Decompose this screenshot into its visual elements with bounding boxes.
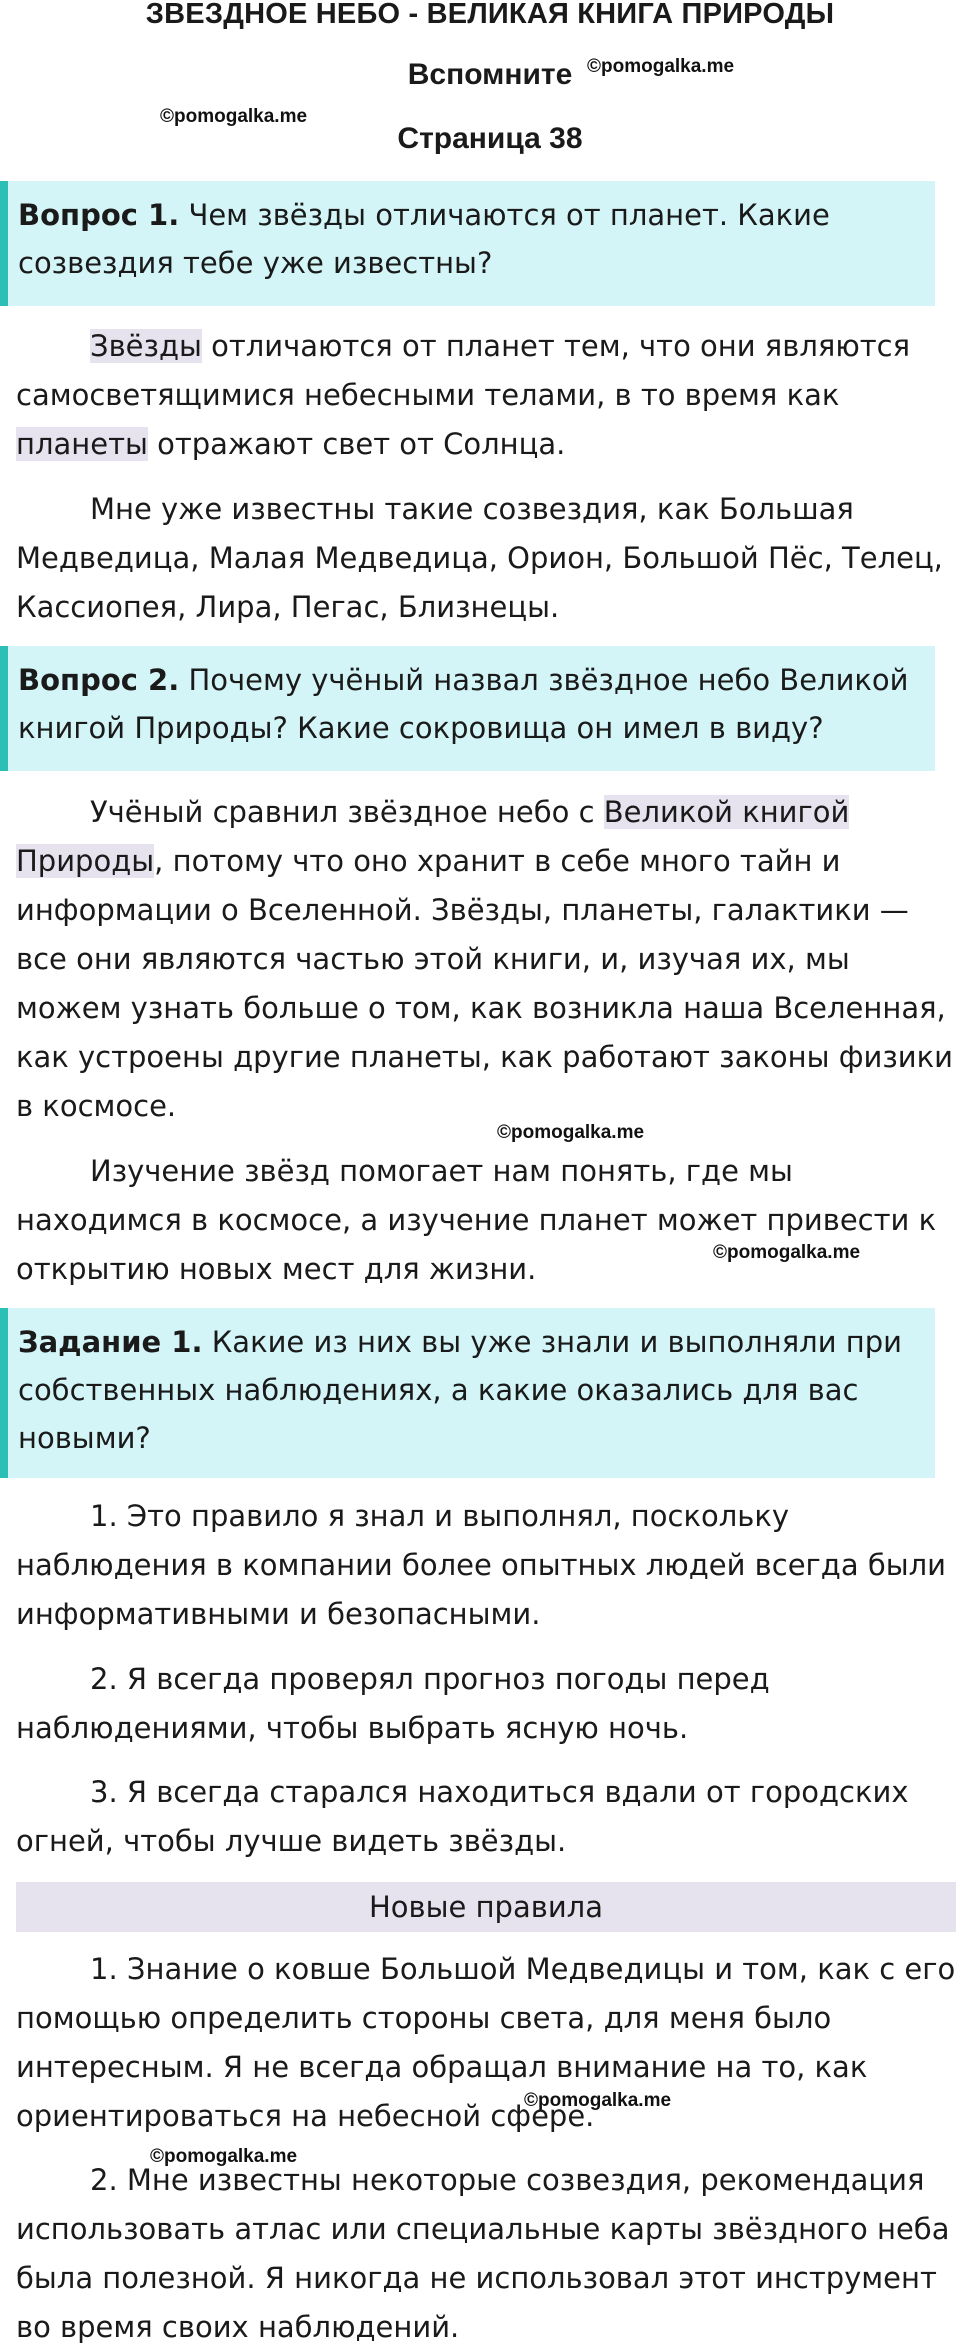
highlighted-term: Звёзды (90, 329, 202, 363)
task-label: Задание 1. (18, 1325, 203, 1359)
rule-paragraph: 1. Знание о ковше Большой Медведицы и том, как с его помощью определить стороны света, для меня было интересным. Я не всегда обращал внимание на то, как ориентироваться на небесной сфере. (16, 1952, 956, 2133)
section-subtitle: Вспомните (407, 58, 573, 91)
question-1 (0, 181, 935, 306)
answer-paragraph: Учёный сравнил звёздное небо с Великой книгой Природы, потому что оно хранит в себе много тайн и информации о Вселенной. Звёзды, планеты, галактики — все они являются частью этой книги, и, изучая их, мы можем узнать больше о том, как возникла наша Вселенная, как устроены другие планеты, как работают законы физики в космосе. (16, 795, 953, 1123)
page-number: Страница 38 (397, 122, 583, 155)
question-label: Вопрос 2. (18, 663, 180, 697)
task-1 (0, 1308, 935, 1478)
answer-paragraph: Мне уже известны такие созвездия, как Большая Медведица, Малая Медведица, Орион, Большой Пёс, Телец, Кассиопея, Лира, Пегас, Близнецы. (16, 492, 943, 624)
answer-paragraph: 1. Это правило я знал и выполнял, поскольку наблюдения в компании более опытных людей всегда были информативными и безопасными. (16, 1499, 946, 1631)
watermark: ©pomogalka.me (713, 1242, 861, 1263)
question-text: Чем звёзды отличаются от планет. Какие созвездия тебе уже известны? (18, 198, 830, 280)
answer-paragraph: 2. Я всегда проверял прогноз погоды перед наблюдениями, чтобы выбрать ясную ночь. (16, 1662, 770, 1745)
page-title: ЗВЕЗДНОЕ НЕБО - ВЕЛИКАЯ КНИГА ПРИРОДЫ (145, 0, 835, 30)
answer-paragraph: 3. Я всегда старался находиться вдали от городских огней, чтобы лучше видеть звёзды. (16, 1775, 909, 1858)
highlighted-term: Великой книгой Природы (16, 795, 850, 878)
watermark: ©pomogalka.me (160, 106, 308, 127)
answer-paragraph: Изучение звёзд помогает нам понять, где мы находимся в космосе, а изучение планет может привести к открытию новых мест для жизни. (16, 1154, 937, 1286)
question-label: Вопрос 1. (18, 198, 180, 232)
question-text: Почему учёный назвал звёздное небо Великой книгой Природы? Какие сокровища он имел в виду? (18, 663, 909, 745)
task-text: Какие из них вы уже знали и выполняли при собственных наблюдениях, а какие оказались для вас новыми? (18, 1325, 902, 1455)
rule-paragraph: 2. Мне известны некоторые созвездия, рекомендация использовать атлас или специальные карты звёздного неба была полезной. Я никогда не использовал этот инструмент во время своих наблюдений. (16, 2163, 950, 2344)
answer-paragraph: Звёзды отличаются от планет тем, что они являются самосветящимися небесными телами, в то время как планеты отражают свет от Солнца. (16, 329, 911, 461)
watermark: ©pomogalka.me (524, 2090, 672, 2111)
highlighted-term: планеты (16, 427, 148, 461)
watermark: ©pomogalka.me (587, 56, 735, 77)
watermark: ©pomogalka.me (150, 2146, 298, 2167)
new-rules-heading: Новые правила (16, 1882, 956, 1932)
question-2 (0, 646, 935, 771)
watermark: ©pomogalka.me (497, 1122, 645, 1143)
